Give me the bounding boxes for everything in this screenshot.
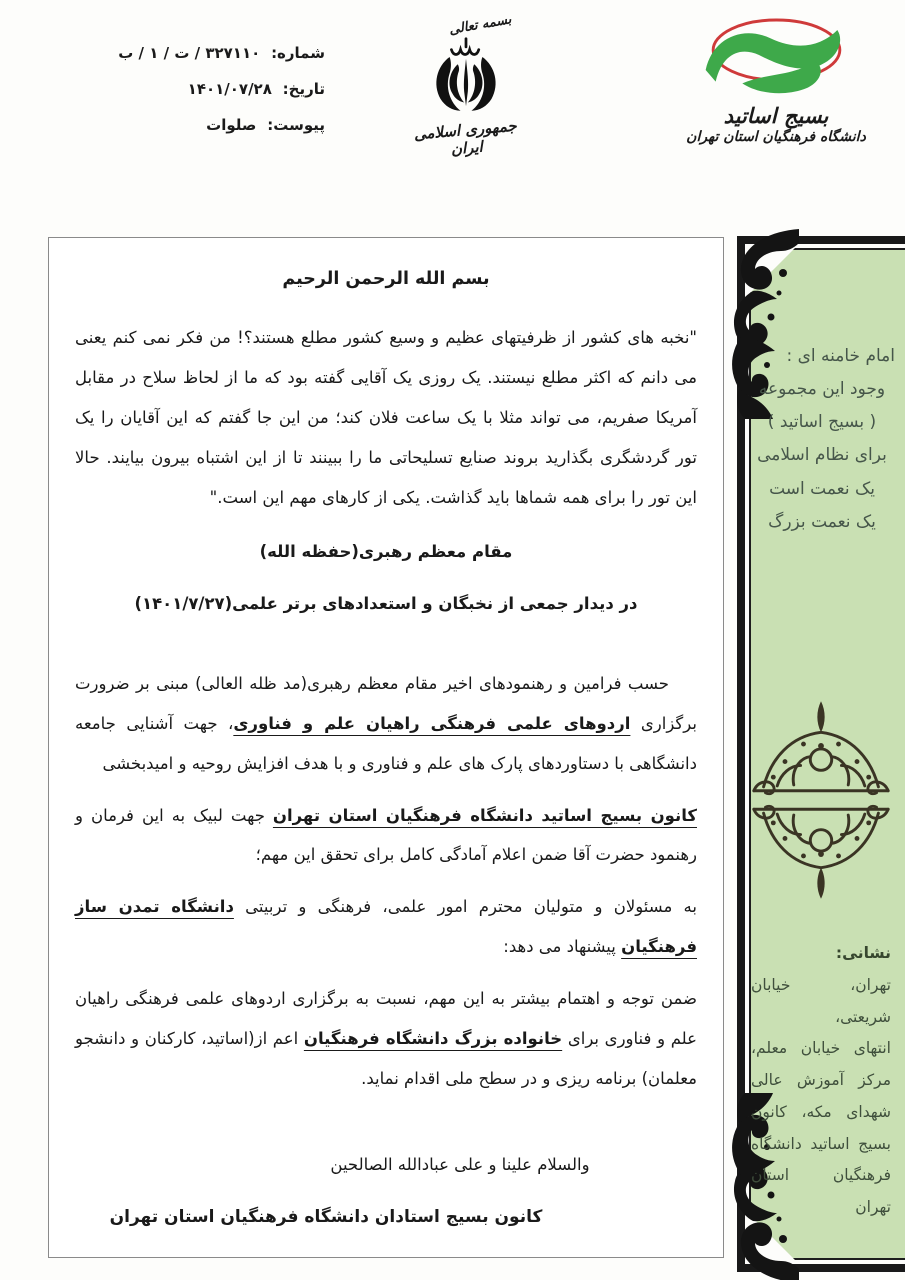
address-block bbox=[751, 938, 891, 1224]
para-3-emphasis: دانشگاه تمدن ساز فرهنگیان bbox=[75, 897, 697, 957]
field-label: تاریخ: bbox=[282, 80, 325, 98]
field-attachment bbox=[85, 116, 325, 134]
quote-event: در دیدار جمعی از نخبگان و استعدادهای برتر علمی(۱۴۰۱/۷/۲۷) bbox=[134, 593, 638, 613]
para-4-emphasis: خانواده بزرگ دانشگاه فرهنگیان bbox=[303, 1029, 563, 1049]
signature: کانون بسیج استادان دانشگاه فرهنگیان استان تهران bbox=[109, 1206, 543, 1227]
sidebar-quote-line: یک نعمت است bbox=[769, 478, 875, 499]
salutation: والسلام علینا و علی عبادالله الصالحین bbox=[330, 1155, 590, 1175]
emblem-caption: جمهوری اسلامی ایران bbox=[413, 116, 518, 159]
para-3-text: به مسئولان و متولیان محترم امور علمی، فرهنگی و تربیتی bbox=[233, 897, 697, 917]
para-1-text: حسب فرامین و رهنمودهای اخیر مقام معظم رهبری(مد ظله العالی) مبنی بر ضرورت برگزاری bbox=[75, 673, 697, 733]
para-1-emphasis: اردوهای علمی فرهنگی راهیان علم و فناوری bbox=[233, 713, 631, 733]
address-line: فرهنگیان استان تهران bbox=[751, 1166, 891, 1217]
sidebar-quote-line: وجود این مجموعه bbox=[758, 379, 886, 400]
sidebar-quote-line: برای نظام اسلامی bbox=[757, 445, 887, 466]
address-line: بسیج اساتید دانشگاه bbox=[751, 1134, 891, 1153]
para-2-text: جهت لبیک به این فرمان و رهنمود حضرت آقا ضمن اعلام آمادگی کامل برای تحقق این مهم؛ bbox=[75, 805, 697, 865]
bismillah-script: بسمه تعالی bbox=[447, 12, 513, 38]
sidebar-quote-line: ( بسیج اساتید ) bbox=[767, 412, 877, 433]
quote-attribution: مقام معظم رهبری(حفظه الله) bbox=[259, 541, 513, 561]
address-line: انتهای خیابان معلم، bbox=[751, 1039, 891, 1058]
para-2-emphasis: کانون بسیج اساتید دانشگاه فرهنگیان استان تهران bbox=[272, 805, 697, 825]
para-4-text: ضمن توجه و اهتمام بیشتر به این مهم، نسبت به برگزاری اردوهای علمی فرهنگی راهیان علم و فناوری برای bbox=[75, 989, 697, 1049]
basij-asatid-logo-icon bbox=[679, 10, 874, 110]
org-logo-block bbox=[661, 10, 891, 146]
medallion-ornament-icon bbox=[748, 694, 894, 906]
address-line: مرکز آموزش عالی bbox=[751, 1071, 891, 1090]
field-value: صلوات bbox=[206, 116, 257, 134]
sidebar-quote bbox=[749, 340, 895, 539]
field-value: ۱۴۰۱/۰۷/۲۸ bbox=[187, 80, 272, 98]
para-3-text: پیشنهاد می دهد: bbox=[503, 937, 622, 957]
national-emblem-block bbox=[396, 12, 536, 159]
para-1-text: ، جهت آشنایی جامعه دانشگاهی با دستاوردهای پارک های علم و فناوری و با هدف افزایش روحیه و امیدبخشی bbox=[75, 713, 697, 773]
sidebar-quote-line: یک نعمت بزرگ bbox=[768, 511, 876, 532]
para-4-text: اعم از(اساتید، کارکنان و دانشجو معلمان) برنامه ریزی و در سطح ملی اقدام نماید. bbox=[75, 1029, 697, 1089]
logo-subtitle: دانشگاه فرهنگیان استان تهران bbox=[686, 129, 866, 146]
field-value: ۳۲۷۱۱۰ / ت / ۱ / ب bbox=[118, 44, 261, 62]
field-label: شماره: bbox=[271, 44, 325, 62]
address-line: تهران، خیابان شریعتی، bbox=[751, 975, 891, 1026]
basmala: بسم الله الرحمن الرحیم bbox=[282, 269, 490, 289]
header-meta bbox=[85, 44, 325, 152]
logo-title: بسیج اساتید bbox=[723, 104, 829, 128]
address-line: شهدای مکه، کانون bbox=[751, 1102, 891, 1121]
field-label: پیوست: bbox=[267, 116, 325, 134]
paragraph-4 bbox=[75, 979, 697, 1099]
field-number bbox=[85, 44, 325, 62]
iran-emblem-icon bbox=[425, 35, 507, 119]
leader-quote: "نخبه های کشور از ظرفیتهای عظیم و وسیع کشور مطلع هستند؟! من فکر نمی کنم یعنی می دانم که اکثر مطلع نیستند. یک روزی یک آقایی گفته بود که ما از لحاظ سلاح در مقابل آمریکا صفریم، می تواند مثلا با یک ساعت فلان کند؛ من این جا گفتم که این آقایان را یک تور گردشگری بگذارید بروند صنایع تسلیحاتی ما را ببینند تا از این اشتباه بیرون بیایند. حالا این تور را برای همه شماها باید گذاشت. یکی از کارهای مهم این است." bbox=[75, 328, 697, 508]
sidebar-panel bbox=[737, 236, 905, 1272]
letter-body bbox=[48, 237, 724, 1258]
address-label: نشانی: bbox=[835, 944, 891, 962]
paragraph-1 bbox=[75, 664, 697, 784]
field-date bbox=[85, 80, 325, 98]
paragraph-3 bbox=[75, 887, 697, 967]
paragraph-2 bbox=[75, 796, 697, 876]
sidebar-quote-line: امام خامنه ای : bbox=[786, 346, 895, 366]
